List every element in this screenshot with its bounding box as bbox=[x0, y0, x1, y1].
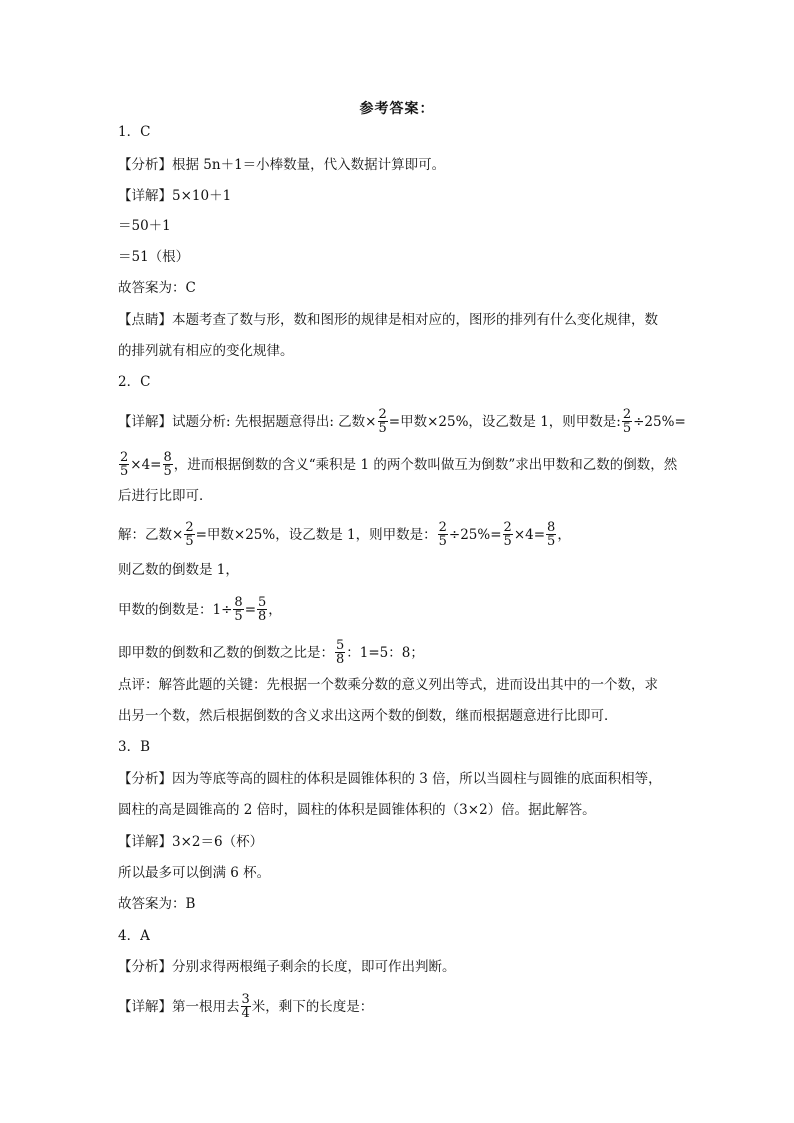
q3-analysis-line-2: 圆柱的高是圆锥高的 2 倍时，圆柱的体积是圆锥体积的（3×2）倍。据此解答。 bbox=[118, 802, 596, 818]
q3-conclusion: 所以最多可以倒满 6 杯。 bbox=[118, 865, 271, 881]
q2-number: 2．C bbox=[118, 374, 151, 390]
q2-detail-line-2: $\frac{2}{5}$ ×4= $\frac{8}{5}$ ，进而根据倒数的含义“乘积是 1 的两个数叫做互为倒数”求出甲数和乙数的倒数，然 bbox=[120, 450, 678, 479]
fraction: $\frac{2}{5}$ bbox=[503, 520, 512, 549]
q1-detail-line-1: 【详解】5×10＋1 bbox=[118, 188, 232, 204]
q2-detail-line-3: 后进行比即可． bbox=[118, 488, 213, 504]
fraction: $\frac{2}{5}$ bbox=[622, 407, 632, 436]
q1-comment-line-1: 【点睛】本题考查了数与形，数和图形的规律是相对应的，图形的排列有什么变化规律，数 bbox=[118, 312, 658, 328]
q2-detail-line-1: 【详解】试题分析: 先根据题意得出: 乙数× $\frac{2}{5}$ =甲数×25%，设乙数是 1，则甲数是: $\frac{2}{5}$ ÷25%= bbox=[118, 407, 686, 436]
q3-analysis-line-1: 【分析】因为等底等高的圆柱的体积是圆锥体积的 3 倍，所以当圆柱与圆锥的底面积相等， bbox=[118, 771, 662, 787]
fraction: $\frac{3}{4}$ bbox=[241, 992, 250, 1021]
fraction: $\frac{8}{5}$ bbox=[547, 520, 556, 549]
fraction: $\frac{2}{5}$ bbox=[185, 520, 194, 549]
q1-detail-line-3: ＝51（根） bbox=[118, 249, 190, 265]
q2-solution-line-3: 甲数的倒数是：1÷ $\frac{8}{5}$ = $\frac{5}{8}$ ， bbox=[118, 595, 282, 624]
q4-detail: 【详解】第一根用去 $\frac{3}{4}$ 米，剩下的长度是： bbox=[118, 992, 374, 1021]
q2-solution-line-1: 解：乙数× $\frac{2}{5}$ =甲数×25%，设乙数是 1，则甲数是： $\frac{2}{5}$ ÷25%= $\frac{2}{5}$ ×4= $\frac{8}{5}$ ， bbox=[118, 520, 571, 549]
q1-analysis: 【分析】根据 5n＋1＝小棒数量，代入数据计算即可。 bbox=[118, 157, 446, 173]
q2-comment-line-1: 点评：解答此题的关键：先根据一个数乘分数的意义列出等式，进而设出其中的一个数，求 bbox=[118, 677, 658, 693]
q3-number: 3．B bbox=[118, 739, 151, 755]
q3-detail: 【详解】3×2＝6（杯） bbox=[118, 834, 264, 850]
q2-comment-line-2: 出另一个数，然后根据倒数的含义求出这两个数的倒数，继而根据题意进行比即可． bbox=[118, 708, 618, 724]
q1-number: 1．C bbox=[118, 124, 151, 140]
q2-solution-line-2: 则乙数的倒数是 1， bbox=[118, 562, 239, 578]
fraction: $\frac{2}{5}$ bbox=[120, 450, 129, 479]
q4-analysis: 【分析】分别求得两根绳子剩余的长度，即可作出判断。 bbox=[118, 959, 456, 975]
fraction: $\frac{5}{8}$ bbox=[258, 595, 267, 624]
page-title: 参考答案： bbox=[359, 101, 435, 117]
fraction: $\frac{8}{5}$ bbox=[163, 450, 172, 479]
q1-answer: 故答案为：C bbox=[118, 280, 196, 296]
fraction: $\frac{2}{5}$ bbox=[438, 520, 447, 549]
q3-answer: 故答案为：B bbox=[118, 896, 196, 912]
q1-detail-line-2: ＝50＋1 bbox=[118, 218, 171, 234]
q4-number: 4．A bbox=[118, 928, 150, 944]
fraction: $\frac{2}{5}$ bbox=[378, 407, 387, 436]
fraction: $\frac{8}{5}$ bbox=[234, 595, 243, 624]
fraction: $\frac{5}{8}$ bbox=[336, 638, 345, 667]
q1-comment-line-2: 的排列就有相应的变化规律。 bbox=[118, 343, 294, 359]
q2-solution-line-4: 即甲数的倒数和乙数的倒数之比是： $\frac{5}{8}$ ：1=5：8； bbox=[118, 638, 424, 667]
